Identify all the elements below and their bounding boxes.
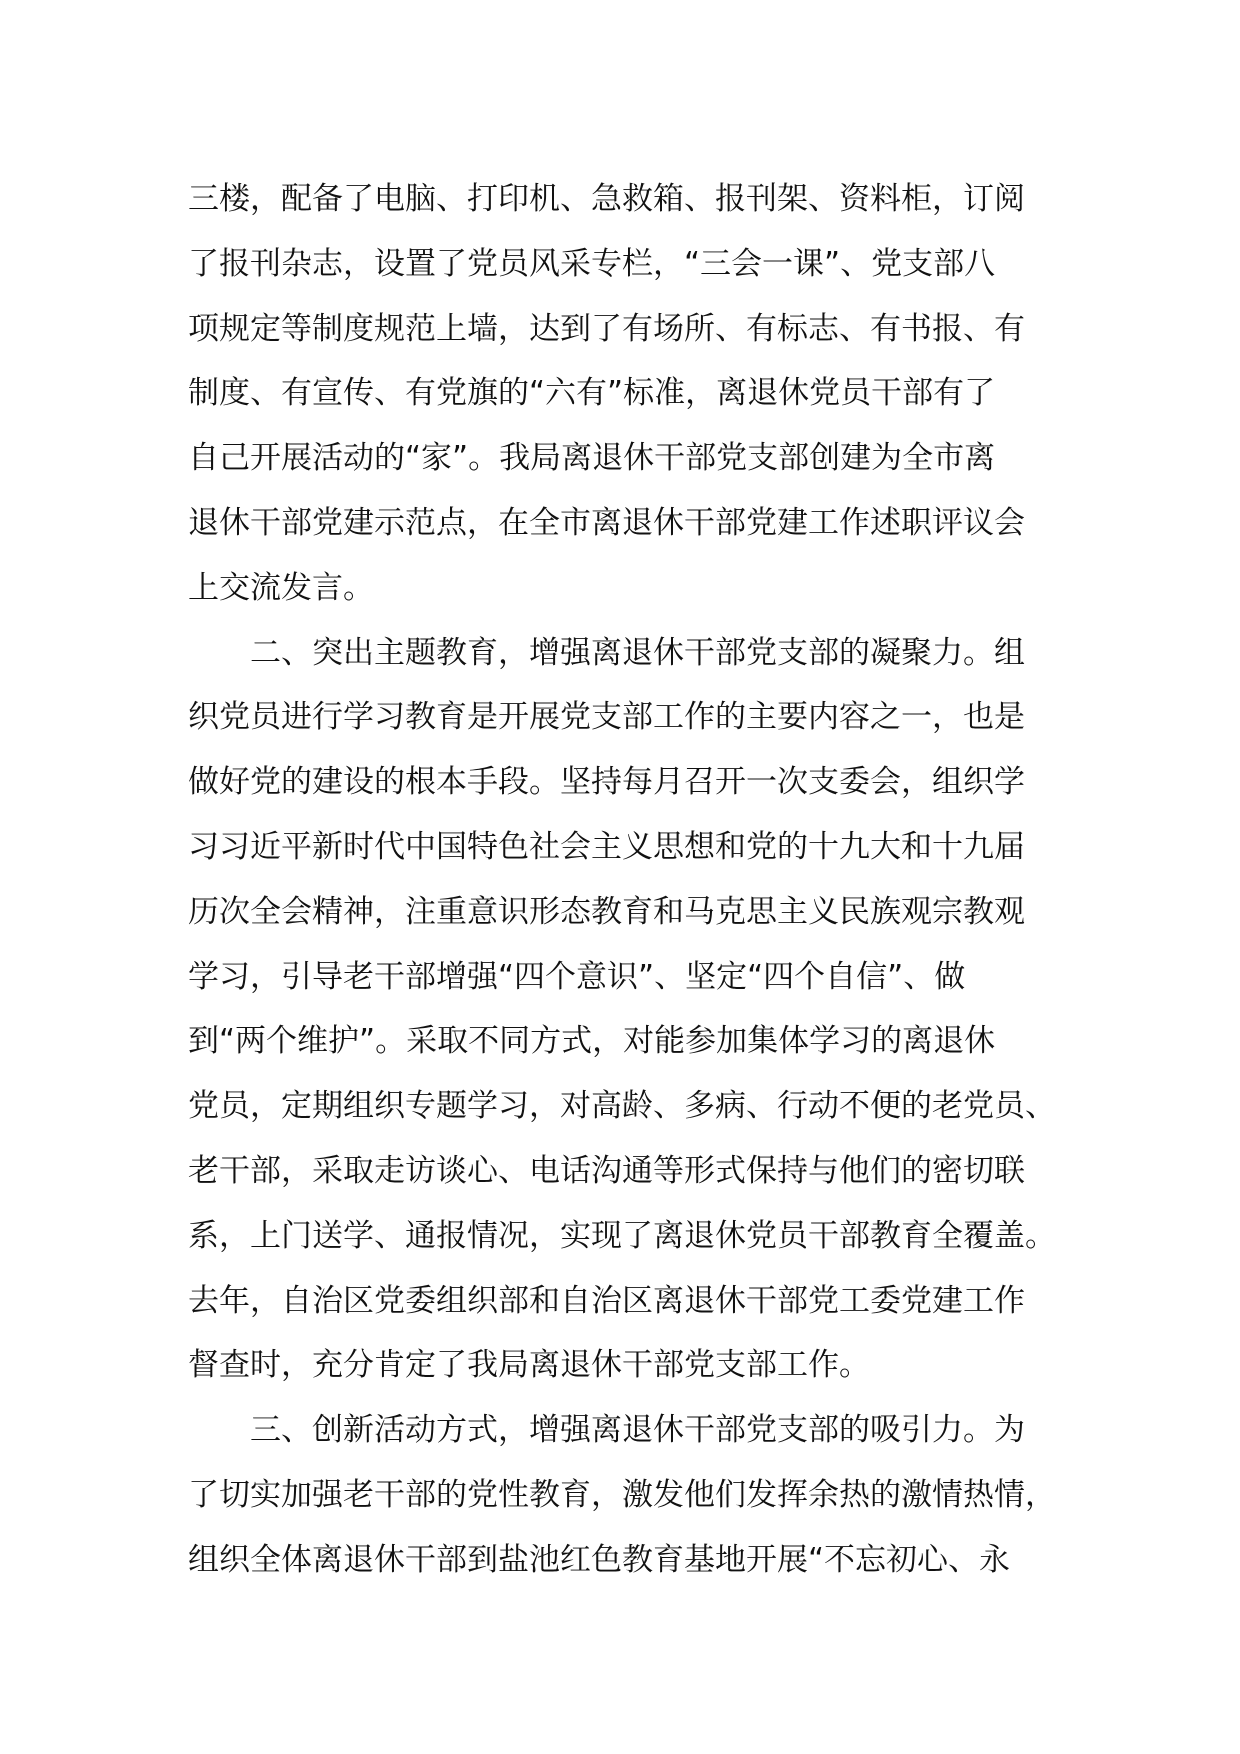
text-line: 了报刊杂志，设置了党员风采专栏，“三会一课”、党支部八 [188, 245, 996, 282]
text-line: 制度、有宣传、有党旗的“六有”标准，离退休党员干部有了 [188, 375, 996, 412]
text-line: 组织全体离退休干部到盐池红色教育基地开展“不忘初心、永 [188, 1541, 1011, 1578]
text-line: 系，上门送学、通报情况，实现了离退休党员干部教育全覆盖。 [188, 1217, 1056, 1254]
paragraph-3 [188, 1398, 1068, 1592]
text-line: 督查时，充分肯定了我局离退休干部党支部工作。 [188, 1347, 870, 1384]
text-line: 学习，引导老干部增强“四个意识”、坚定“四个自信”、做 [188, 958, 966, 995]
text-line: 三楼，配备了电脑、打印机、急救箱、报刊架、资料柜，订阅 [188, 181, 1025, 217]
text-line: 老干部，采取走访谈心、电话沟通等形式保持与他们的密切联 [188, 1152, 1025, 1189]
text-line: 项规定等制度规范上墙，达到了有场所、有标志、有书报、有 [188, 310, 1025, 347]
text-line: 了切实加强老干部的党性教育，激发他们发挥余热的激情热情， [188, 1476, 1056, 1513]
paragraph-2 [188, 621, 1068, 1399]
text-line: 去年，自治区党委组织部和自治区离退休干部党工委党建工作 [188, 1282, 1025, 1319]
text-line: 自己开展活动的“家”。我局离退休干部党支部创建为全市离 [188, 440, 996, 477]
text-line: 退休干部党建示范点，在全市离退休干部党建工作述职评议会 [188, 504, 1025, 541]
text-line: 到“两个维护”。采取不同方式，对能参加集体学习的离退休 [188, 1023, 996, 1060]
text-line: 三、创新活动方式，增强离退休干部党支部的吸引力。为 [188, 1412, 1025, 1449]
paragraph-1 [188, 167, 1068, 621]
body-text [188, 167, 1068, 1593]
text-line: 做好党的建设的根本手段。坚持每月召开一次支委会，组织学 [188, 764, 1025, 801]
text-line: 织党员进行学习教育是开展党支部工作的主要内容之一，也是 [188, 699, 1025, 736]
text-line: 二、突出主题教育，增强离退休干部党支部的凝聚力。组 [188, 634, 1025, 671]
text-line: 党员，定期组织专题学习，对高龄、多病、行动不便的老党员、 [188, 1088, 1056, 1125]
text-line: 历次全会精神，注重意识形态教育和马克思主义民族观宗教观 [188, 893, 1025, 930]
text-line: 习习近平新时代中国特色社会主义思想和党的十九大和十九届 [188, 828, 1025, 865]
text-line: 上交流发言。 [188, 569, 374, 606]
